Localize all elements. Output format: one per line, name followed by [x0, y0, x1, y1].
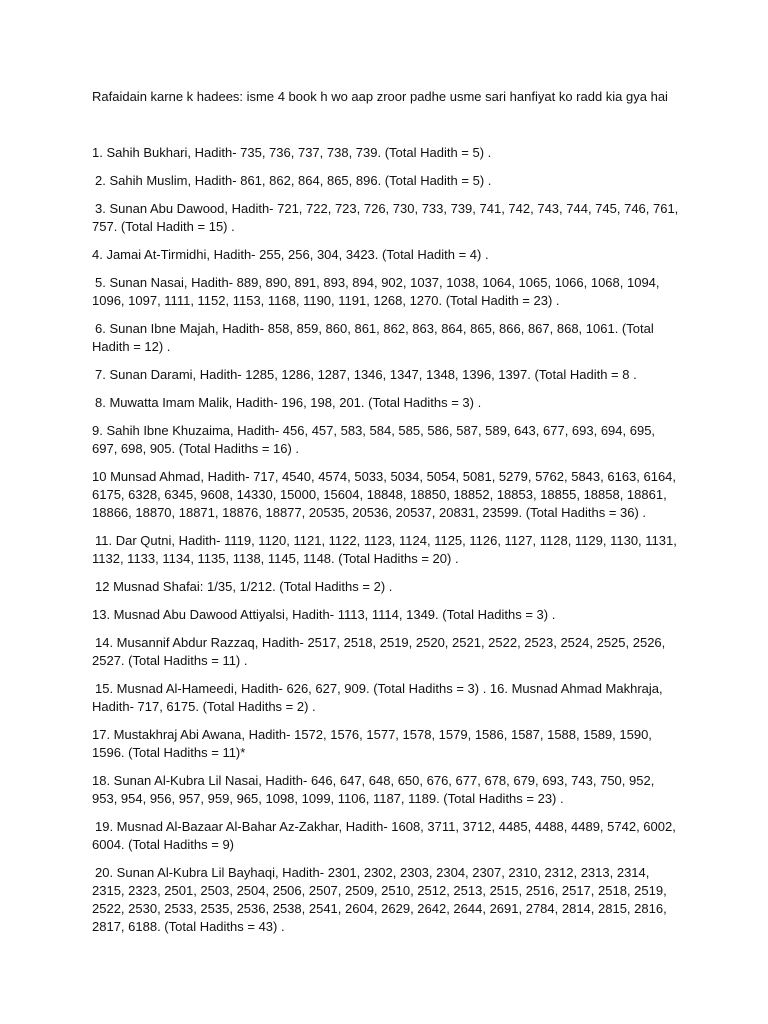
list-item-17: 17. Mustakhraj Abi Awana, Hadith- 1572, 1576, 1577, 1578, 1579, 1586, 1587, 1588, 1589, 1590, 1596. (Total Hadiths = 11)* — [92, 727, 652, 760]
document-title: Rafaidain karne k hadees: isme 4 book h wo aap zroor padhe usme sari hanfiyat ko radd kia gya hai — [92, 89, 668, 104]
list-item-4: 4. Jamai At-Tirmidhi, Hadith- 255, 256, 304, 3423. (Total Hadith = 4) . — [92, 247, 489, 262]
list-item-10: 10 Munsad Ahmad, Hadith- 717, 4540, 4574, 5033, 5034, 5054, 5081, 5279, 5762, 5843, 6163, 6164, 6175, 6328, 6345, 9608, 14330, 15000, 15604, 18848, 18850, 18852, 18853, 18855, 18858, 18861, 18866, 18870, 18871, 18876, 18877, 20535, 20536, 20537, 20831, 23599. (Total Hadiths = 36) . — [92, 469, 677, 520]
list-item-18: 18. Sunan Al-Kubra Lil Nasai, Hadith- 646, 647, 648, 650, 676, 677, 678, 679, 693, 743, 750, 952, 953, 954, 956, 957, 959, 965, 1098, 1099, 1106, 1187, 1189. (Total Hadiths = 23) . — [92, 773, 655, 806]
list-item-20: 20. Sunan Al-Kubra Lil Bayhaqi, Hadith- 2301, 2302, 2303, 2304, 2307, 2310, 2312, 2313, 2314, 2315, 2323, 2501, 2503, 2504, 2506, 2507, 2509, 2510, 2512, 2513, 2515, 2516, 2517, 2518, 2519, 2522, 2530, 2533, 2535, 2536, 2538, 2541, 2604, 2629, 2642, 2644, 2691, 2784, 2814, 2815, 2816, 2817, 6188. (Total Hadiths = 43) . — [92, 865, 667, 934]
list-item-14: 14. Musannif Abdur Razzaq, Hadith- 2517, 2518, 2519, 2520, 2521, 2522, 2523, 2524, 2525, 2526, 2527. (Total Hadiths = 11) . — [92, 635, 666, 668]
list-item-9: 9. Sahih Ibne Khuzaima, Hadith- 456, 457, 583, 584, 585, 586, 587, 589, 643, 677, 693, 694, 695, 697, 698, 905. (Total Hadiths = 16) . — [92, 423, 656, 456]
list-item-11: 11. Dar Qutni, Hadith- 1119, 1120, 1121, 1122, 1123, 1124, 1125, 1126, 1127, 1128, 1129, 1130, 1131, 1132, 1133, 1134, 1135, 1138, 1145, 1148. (Total Hadiths = 20) . — [92, 533, 677, 566]
list-item-6: 6. Sunan Ibne Majah, Hadith- 858, 859, 860, 861, 862, 863, 864, 865, 866, 867, 868, 1061. (Total Hadith = 12) . — [92, 321, 654, 354]
list-item-8: 8. Muwatta Imam Malik, Hadith- 196, 198, 201. (Total Hadiths = 3) . — [95, 395, 482, 410]
list-item-13: 13. Musnad Abu Dawood Attiyalsi, Hadith- 1113, 1114, 1349. (Total Hadiths = 3) . — [92, 607, 556, 622]
list-item-19: 19. Musnad Al-Bazaar Al-Bahar Az-Zakhar, Hadith- 1608, 3711, 3712, 4485, 4488, 4489, 5742, 6002, 6004. (Total Hadiths = 9) — [92, 819, 676, 852]
list-item-3: 3. Sunan Abu Dawood, Hadith- 721, 722, 723, 726, 730, 733, 739, 741, 742, 743, 744, 745, 746, 761, 757. (Total Hadith = 15) . — [92, 201, 679, 234]
hadith-reference-list — [92, 144, 682, 946]
list-item-1: 1. Sahih Bukhari, Hadith- 735, 736, 737, 738, 739. (Total Hadith = 5) . — [92, 145, 492, 160]
list-item-5: 5. Sunan Nasai, Hadith- 889, 890, 891, 893, 894, 902, 1037, 1038, 1064, 1065, 1066, 1068, 1094, 1096, 1097, 1111, 1152, 1153, 1168, 1190, 1191, 1268, 1270. (Total Hadith = 23) . — [92, 275, 660, 308]
list-item-12: 12 Musnad Shafai: 1/35, 1/212. (Total Hadiths = 2) . — [95, 579, 393, 594]
list-item-7: 7. Sunan Darami, Hadith- 1285, 1286, 1287, 1346, 1347, 1348, 1396, 1397. (Total Hadith = 8 . — [95, 367, 637, 382]
list-item-2: 2. Sahih Muslim, Hadith- 861, 862, 864, 865, 896. (Total Hadith = 5) . — [95, 173, 492, 188]
list-item-15-16: 15. Musnad Al-Hameedi, Hadith- 626, 627, 909. (Total Hadiths = 3) . 16. Musnad Ahmad Makhraja, Hadith- 717, 6175. (Total Hadiths = 2) . — [92, 681, 663, 714]
